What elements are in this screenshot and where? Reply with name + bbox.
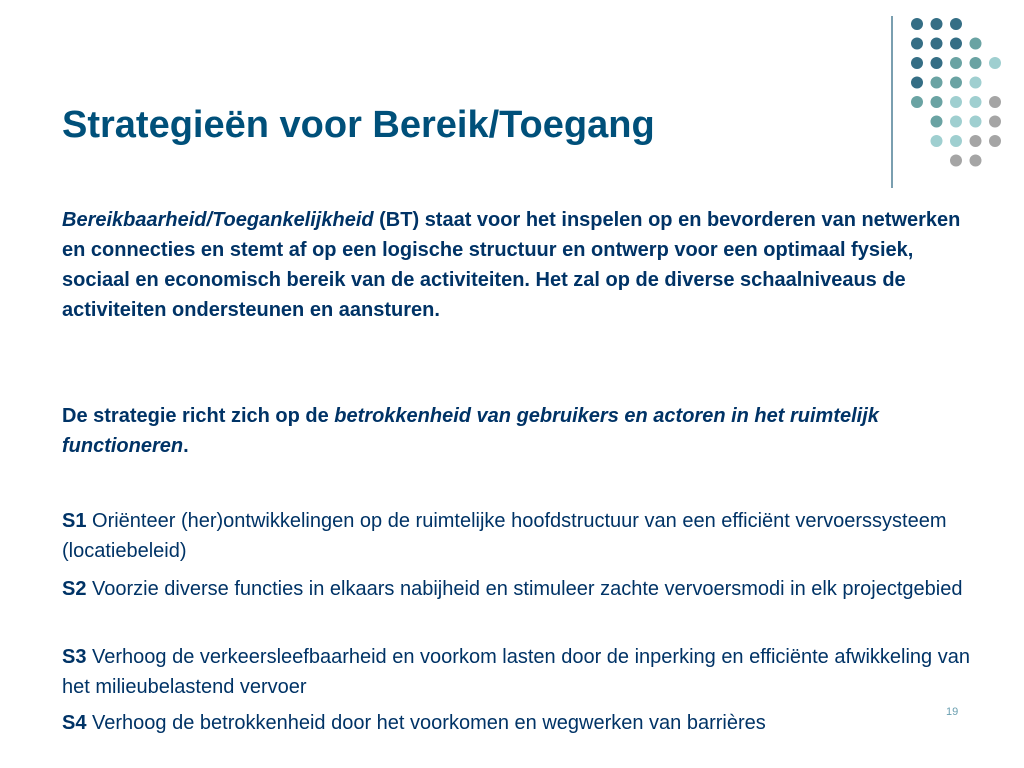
decoration-dot	[970, 77, 982, 89]
intro-term: Bereikbaarheid/Toegankelijkheid	[62, 209, 374, 231]
strategy-code: S3	[62, 646, 87, 668]
strategy-text: Verhoog de verkeersleefbaarheid en voorkom lasten door de inperking en efficiënte afwikkeling van het milieubelastend vervoer	[62, 646, 970, 698]
focus-end: .	[183, 435, 189, 457]
slide-title: Strategieën voor Bereik/Toegang	[62, 104, 655, 146]
decoration-dot	[989, 96, 1001, 108]
decoration-dot	[911, 96, 923, 108]
decoration-dot	[931, 18, 943, 30]
strategy-code: S1	[62, 510, 87, 532]
focus-italic-text: betrokkenheid van gebruikers en actoren in het ruimtelijk functioneren	[62, 405, 879, 457]
decoration-dot	[931, 96, 943, 108]
decoration-dot	[950, 57, 962, 69]
decoration-dot	[931, 77, 943, 89]
decoration-dot	[970, 96, 982, 108]
intro-paragraph	[62, 205, 962, 325]
decoration-dot	[989, 135, 1001, 147]
decoration-dot	[989, 57, 1001, 69]
decoration-dot	[911, 57, 923, 69]
decoration-dot	[911, 18, 923, 30]
decoration-dot	[970, 38, 982, 50]
intro-text: (BT) staat voor het inspelen op en bevorderen van netwerken en connecties en stemt af op een logische structuur en ontwerp voor een optimaal fysiek, sociaal en economisch bereik van de activiteiten. Het zal op de diverse schaalniveaus de activiteiten ondersteunen en aansturen.	[62, 209, 961, 321]
strategy-text: Voorzie diverse functies in elkaars nabijheid en stimuleer zachte vervoersmodi in elk projectgebied	[86, 578, 963, 600]
decoration-dot	[931, 116, 943, 128]
decoration-dot	[970, 116, 982, 128]
decoration-dot	[950, 18, 962, 30]
decoration-dot	[950, 96, 962, 108]
strategy-text: Verhoog de betrokkenheid door het voorkomen en wegwerken van barrières	[86, 712, 766, 734]
decoration-dot	[950, 155, 962, 167]
decoration-dot	[950, 38, 962, 50]
decoration-dot	[931, 38, 943, 50]
strategy-code: S4	[62, 712, 87, 734]
strategy-item-s1	[62, 506, 982, 566]
strategy-item-s4	[62, 708, 982, 738]
strategy-item-s3	[62, 642, 982, 702]
decoration-dot	[970, 155, 982, 167]
strategy-item-s2	[62, 574, 982, 604]
decoration-dot	[950, 77, 962, 89]
decoration-dot	[911, 38, 923, 50]
strategy-text: Oriënteer (her)ontwikkelingen op de ruimtelijke hoofdstructuur van een efficiënt vervoerssysteem (locatiebeleid)	[62, 510, 947, 562]
decoration-dot	[989, 116, 1001, 128]
decoration-dot	[970, 135, 982, 147]
decoration-dot	[931, 57, 943, 69]
strategy-code: S2	[62, 578, 87, 600]
decoration-dot	[950, 135, 962, 147]
decoration-dot	[970, 57, 982, 69]
page-number: 19	[946, 706, 959, 718]
dot-grid-decoration	[0, 0, 1024, 200]
decoration-dot	[911, 77, 923, 89]
decoration-dot	[950, 116, 962, 128]
decoration-dot	[931, 135, 943, 147]
strategy-focus-paragraph	[62, 401, 962, 461]
focus-text: De strategie richt zich op de	[62, 405, 335, 427]
